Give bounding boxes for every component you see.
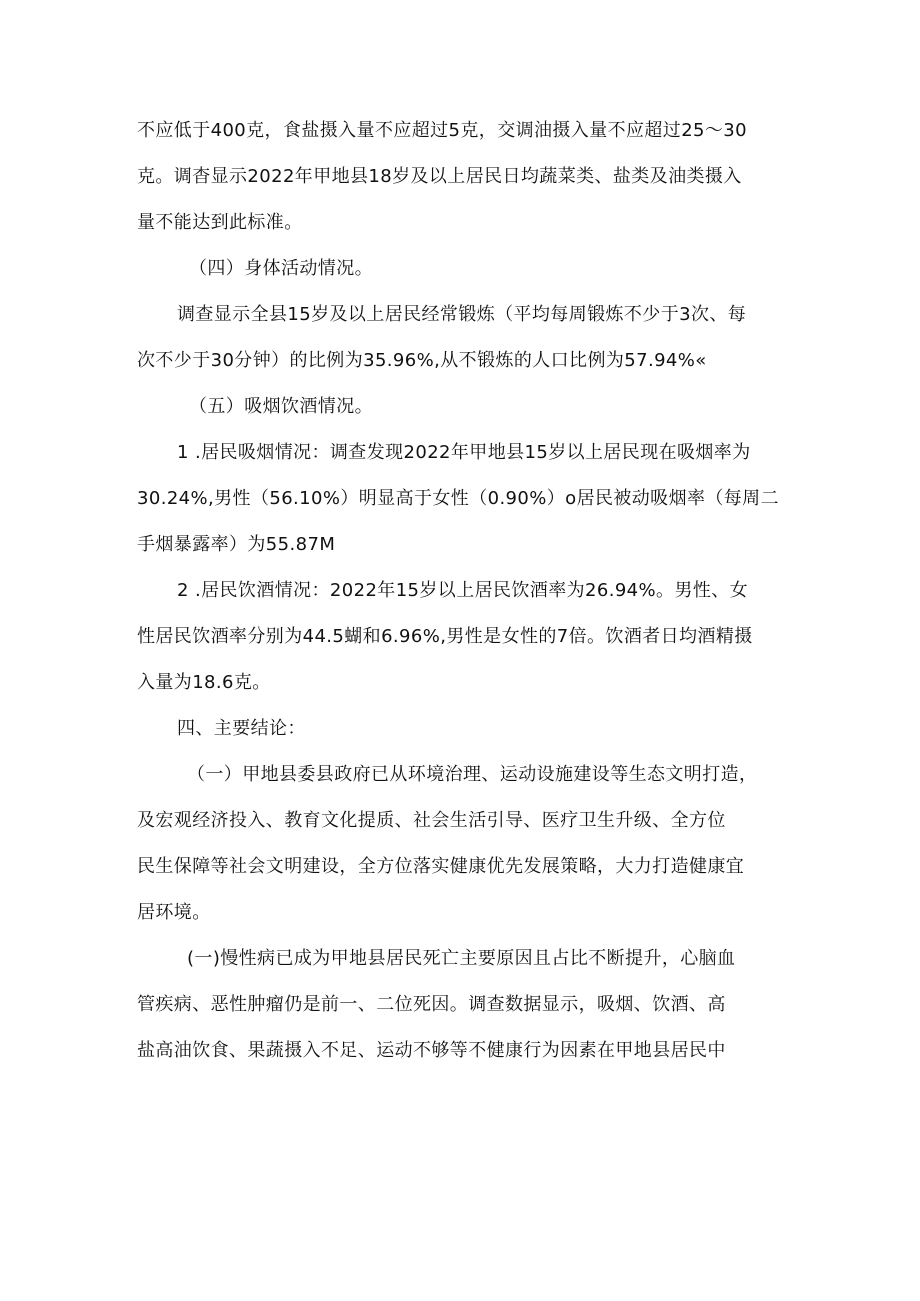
text-line: 次不少于30分钟）的比例为35.96%,从不锻炼的人口比例为57.94%« — [137, 350, 707, 371]
text-line: 管疾病、恶性肿瘤仍是前一、二位死因。调查数据显示，吸烟、饮酒、高 — [137, 994, 726, 1015]
document-body — [137, 108, 785, 1074]
text-line: 不应低于400克，食盐摄入量不应超过5克，交调油摄入量不应超过25～30 — [137, 120, 748, 141]
text-line: 入量为18.6克。 — [137, 672, 271, 693]
text-line: （五）吸烟饮酒情况。 — [189, 396, 373, 417]
paragraph-physical-activity — [137, 292, 785, 384]
text-line: 量不能达到此标准。 — [137, 212, 303, 233]
paragraph-diet-standard — [137, 108, 785, 246]
text-line: 盐高油饮食、果蔬摄入不足、运动不够等不健康行为因素在甲地县居民中 — [137, 1040, 726, 1061]
paragraph-drinking — [137, 568, 785, 706]
text-line: 30.24%,男性（56.10%）明显高于女性（0.90%）o居民被动吸烟率（每周二 — [137, 488, 779, 509]
text-line: 及宏观经济投入、教育文化提质、社会生活引导、医疗卫生升级、全方位 — [137, 810, 726, 831]
heading-physical-activity — [137, 246, 785, 292]
text-line: 四、主要结论： — [177, 718, 306, 739]
text-line: （四）身体活动情况。 — [189, 258, 373, 279]
paragraph-smoking — [137, 430, 785, 568]
paragraph-conclusion-1 — [137, 752, 785, 936]
text-line: 调查显示全县15岁及以上居民经常锻炼（平均每周锻炼不少于3次、每 — [177, 304, 747, 325]
text-line: 性居民饮酒率分别为44.5蝴和6.96%,男性是女性的7倍。饮酒者日均酒精摄 — [137, 626, 753, 647]
heading-smoking-drinking — [137, 384, 785, 430]
paragraph-conclusion-2 — [137, 936, 785, 1074]
text-line: (一)慢性病已成为甲地县居民死亡主要原因且占比不断提升，心脑血 — [187, 948, 736, 969]
text-line: 手烟暴露率）为55.87M — [137, 534, 336, 555]
heading-main-conclusions — [137, 706, 785, 752]
text-line: 克。调杳显示2022年甲地县18岁及以上居民日均蔬菜类、盐类及油类摄入 — [137, 166, 742, 187]
text-line: 2 .居民饮酒情况：2022年15岁以上居民饮酒率为26.94%。男性、女 — [177, 580, 749, 601]
text-line: 民生保障等社会文明建设，全方位落实健康优先发展策略，大力打造健康宜 — [137, 856, 745, 877]
text-line: 1 .居民吸烟情况：调查发现2022年甲地县15岁以上居民现在吸烟率为 — [177, 442, 751, 463]
text-line: （一）甲地县委县政府已从环境治理、运动设施建设等生态文明打造， — [187, 764, 758, 785]
text-line: 居环境。 — [137, 902, 211, 923]
